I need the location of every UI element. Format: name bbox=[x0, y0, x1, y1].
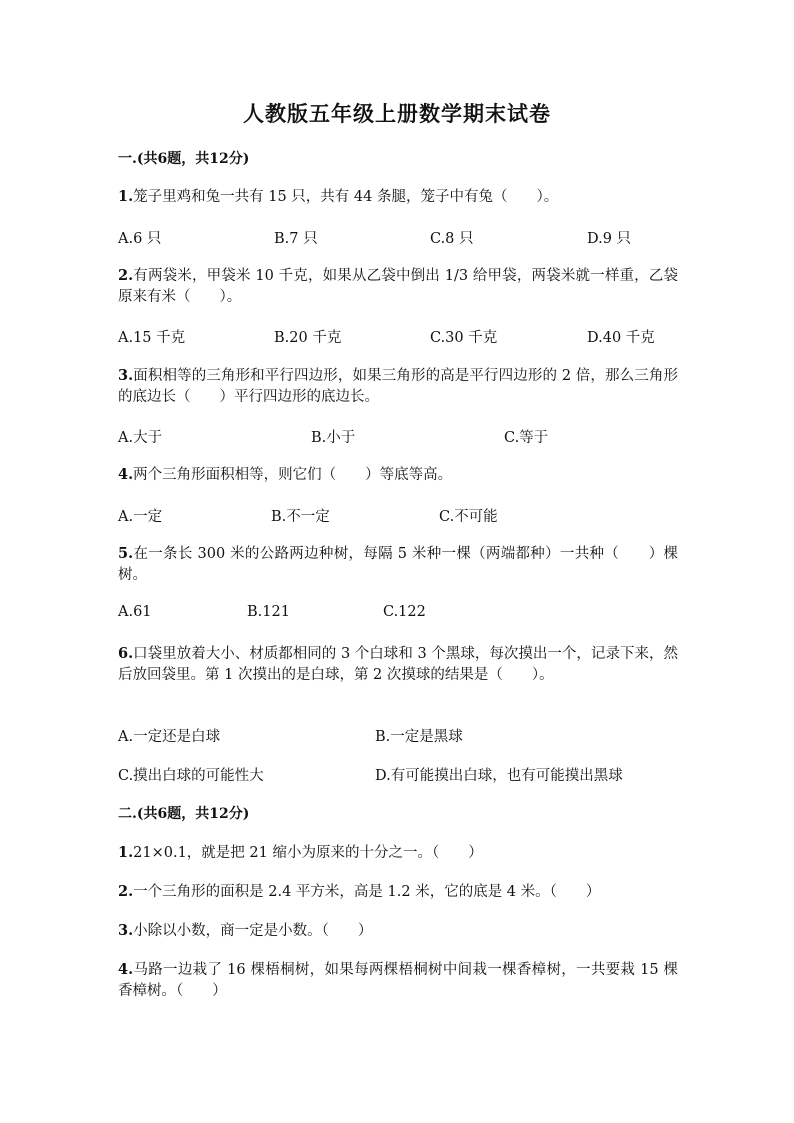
option-c[interactable]: C.等于 bbox=[504, 430, 549, 446]
question-text: 21×0.1，就是把 21 缩小为原来的十分之一。（ ） bbox=[133, 845, 483, 861]
question-2-1 bbox=[118, 842, 678, 864]
question-1-1 bbox=[118, 186, 678, 208]
question-text: 笼子里鸡和兔一共有 15 只，共有 44 条腿，笼子中有兔（ ）。 bbox=[133, 189, 559, 205]
option-a[interactable]: A.大于 bbox=[118, 430, 163, 446]
option-b[interactable]: B.7 只 bbox=[274, 231, 318, 247]
question-number: 1. bbox=[118, 844, 134, 861]
question-text: 一个三角形的面积是 2.4 平方米，高是 1.2 米，它的底是 4 米。（ ） bbox=[133, 884, 601, 900]
option-b[interactable]: B.一定是黑球 bbox=[375, 729, 463, 745]
question-text: 面积相等的三角形和平行四边形，如果三角形的高是平行四边形的 2 倍，那么三角形的底边长（ ）平行四边形的底边长。 bbox=[118, 368, 678, 405]
question-text: 马路一边栽了 16 棵梧桐树，如果每两棵梧桐树中间栽一棵香樟树，一共要栽 15 棵香樟树。（ ） bbox=[118, 962, 678, 999]
option-a[interactable]: A.6 只 bbox=[118, 231, 162, 247]
question-number: 2. bbox=[118, 883, 134, 900]
question-number: 2. bbox=[118, 267, 134, 284]
section-1-heading: 一.(共6题，共12分) bbox=[118, 151, 250, 167]
option-b[interactable]: B.121 bbox=[247, 604, 290, 620]
section-2-heading: 二.(共6题，共12分) bbox=[118, 806, 250, 822]
question-1-5 bbox=[118, 543, 678, 586]
option-c[interactable]: C.8 只 bbox=[430, 231, 474, 247]
question-text: 在一条长 300 米的公路两边种树，每隔 5 米种一棵（两端都种）一共种（ ）棵树。 bbox=[118, 546, 678, 583]
option-a[interactable]: A.一定还是白球 bbox=[118, 729, 221, 745]
question-number: 3. bbox=[118, 367, 134, 384]
option-a[interactable]: A.一定 bbox=[118, 509, 163, 525]
page-title: 人教版五年级上册数学期末试卷 bbox=[243, 101, 551, 126]
option-c[interactable]: C.30 千克 bbox=[430, 330, 498, 346]
question-2-4 bbox=[118, 959, 678, 1002]
option-b[interactable]: B.小于 bbox=[311, 430, 356, 446]
question-text: 有两袋米，甲袋米 10 千克，如果从乙袋中倒出 1/3 给甲袋，两袋米就一样重，乙袋原来有米（ ）。 bbox=[118, 268, 678, 305]
question-number: 4. bbox=[118, 466, 134, 483]
option-a[interactable]: A.15 千克 bbox=[118, 330, 186, 346]
question-number: 4. bbox=[118, 961, 134, 978]
option-c[interactable]: C.122 bbox=[383, 604, 426, 620]
option-b[interactable]: B.不一定 bbox=[271, 509, 330, 525]
option-d[interactable]: D.9 只 bbox=[587, 231, 632, 247]
option-b[interactable]: B.20 千克 bbox=[274, 330, 342, 346]
question-2-3 bbox=[118, 920, 678, 942]
question-text: 小除以小数，商一定是小数。（ ） bbox=[133, 923, 373, 939]
option-c[interactable]: C.不可能 bbox=[439, 509, 498, 525]
question-number: 6. bbox=[118, 645, 134, 662]
question-2-2 bbox=[118, 881, 678, 903]
question-text: 两个三角形面积相等，则它们（ ）等底等高。 bbox=[133, 467, 453, 483]
option-a[interactable]: A.61 bbox=[118, 604, 152, 620]
question-1-3 bbox=[118, 365, 678, 408]
question-text: 口袋里放着大小、材质都相同的 3 个白球和 3 个黑球，每次摸出一个，记录下来，然后放回袋里。第 1 次摸出的是白球，第 2 次摸球的结果是（ ）。 bbox=[118, 646, 678, 683]
question-1-2 bbox=[118, 265, 678, 308]
question-1-6 bbox=[118, 643, 678, 686]
option-c[interactable]: C.摸出白球的可能性大 bbox=[118, 768, 264, 784]
option-d[interactable]: D.有可能摸出白球，也有可能摸出黑球 bbox=[375, 768, 623, 784]
option-d[interactable]: D.40 千克 bbox=[587, 330, 655, 346]
question-number: 3. bbox=[118, 922, 134, 939]
question-number: 1. bbox=[118, 188, 134, 205]
question-number: 5. bbox=[118, 545, 134, 562]
question-1-4 bbox=[118, 464, 678, 486]
